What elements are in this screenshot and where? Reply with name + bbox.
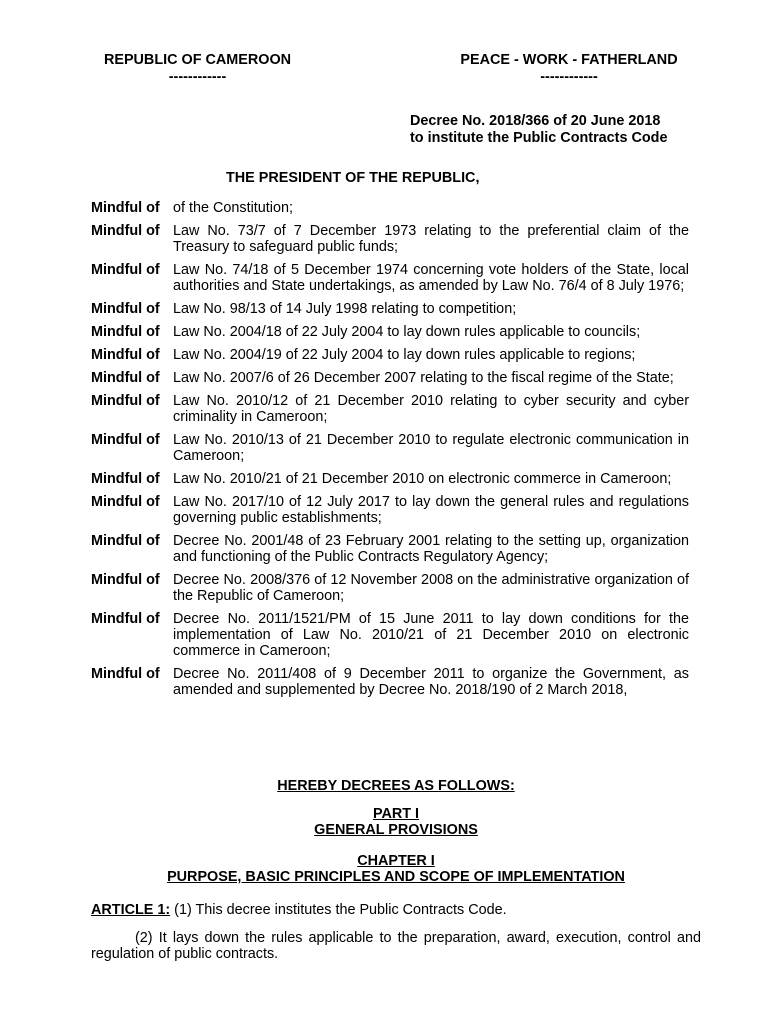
chapter-number: CHAPTER I	[357, 853, 435, 869]
consideration-label: Mindful of	[91, 347, 160, 363]
consideration-item	[91, 494, 689, 526]
consideration-item	[91, 301, 689, 317]
consideration-item	[91, 324, 689, 340]
decree-subject: to institute the Public Contracts Code	[410, 130, 668, 146]
considerations-list	[91, 200, 689, 705]
consideration-label: Mindful of	[91, 324, 160, 340]
consideration-item	[91, 666, 689, 698]
consideration-text: Decree No. 2011/1521/PM of 15 June 2011 to lay down conditions for the implementation of Law No. 2010/21 of 21 December 2010 on electronic commerce in Cameroon;	[173, 611, 689, 659]
consideration-item	[91, 432, 689, 464]
consideration-label: Mindful of	[91, 494, 160, 510]
consideration-text: Law No. 74/18 of 5 December 1974 concerning vote holders of the State, local authorities and State undertakings, as amended by Law No. 76/4 of 8 July 1976;	[173, 262, 689, 294]
consideration-item	[91, 471, 689, 487]
decree-title	[410, 113, 667, 147]
consideration-text: Law No. 2017/10 of 12 July 2017 to lay down the general rules and regulations governing public establishments;	[173, 494, 689, 526]
part-heading	[0, 806, 768, 838]
header-left-divider: ------------	[168, 69, 227, 85]
consideration-label: Mindful of	[91, 262, 160, 278]
article-paragraph-1: (1) This decree institutes the Public Contracts Code.	[170, 902, 507, 918]
consideration-item	[91, 200, 689, 216]
consideration-label: Mindful of	[91, 200, 160, 216]
consideration-item	[91, 393, 689, 425]
article-paragraph-2: (2) It lays down the rules applicable to the preparation, award, execution, control and regulation of public contracts.	[91, 930, 701, 962]
consideration-item	[91, 572, 689, 604]
header-right	[451, 52, 687, 86]
consideration-label: Mindful of	[91, 471, 160, 487]
consideration-text: Law No. 2010/12 of 21 December 2010 relating to cyber security and cyber criminality in Cameroon;	[173, 393, 689, 425]
consideration-text: Law No. 73/7 of 7 December 1973 relating to the preferential claim of the Treasury to safeguard public funds;	[173, 223, 689, 255]
consideration-item	[91, 611, 689, 659]
consideration-item	[91, 347, 689, 363]
consideration-label: Mindful of	[91, 611, 160, 627]
consideration-item	[91, 370, 689, 386]
header-right-divider: ------------	[540, 69, 598, 85]
consideration-item	[91, 533, 689, 565]
consideration-label: Mindful of	[91, 223, 160, 239]
consideration-text: Decree No. 2001/48 of 23 February 2001 relating to the setting up, organization and functioning of the Public Contracts Regulatory Agency;	[173, 533, 689, 565]
national-motto: PEACE - WORK - FATHERLAND	[460, 52, 678, 68]
consideration-text: Law No. 2004/18 of 22 July 2004 to lay down rules applicable to councils;	[173, 324, 641, 340]
decree-number: Decree No. 2018/366 of 20 June 2018	[410, 113, 661, 129]
consideration-label: Mindful of	[91, 572, 160, 588]
consideration-text: Law No. 2007/6 of 26 December 2007 relating to the fiscal regime of the State;	[173, 370, 674, 386]
consideration-label: Mindful of	[91, 666, 160, 682]
consideration-text: of the Constitution;	[173, 200, 293, 216]
consideration-text: Law No. 98/13 of 14 July 1998 relating to competition;	[173, 301, 517, 317]
consideration-label: Mindful of	[91, 393, 160, 409]
article-1	[91, 902, 701, 918]
consideration-text: Decree No. 2011/408 of 9 December 2011 to organize the Government, as amended and supplemented by Decree No. 2018/190 of 2 March 2018,	[173, 666, 689, 698]
part-number: PART I	[372, 806, 420, 822]
header-left	[97, 52, 298, 86]
article-label: ARTICLE 1:	[91, 902, 171, 918]
president-heading: THE PRESIDENT OF THE REPUBLIC,	[226, 170, 480, 186]
consideration-text: Decree No. 2008/376 of 12 November 2008 on the administrative organization of the Republic of Cameroon;	[173, 572, 689, 604]
consideration-label: Mindful of	[91, 432, 160, 448]
decrees-heading: HEREBY DECREES AS FOLLOWS:	[277, 778, 515, 794]
consideration-item	[91, 262, 689, 294]
consideration-label: Mindful of	[91, 301, 160, 317]
consideration-item	[91, 223, 689, 255]
consideration-text: Law No. 2004/19 of 22 July 2004 to lay down rules applicable to regions;	[173, 347, 636, 363]
chapter-title: PURPOSE, BASIC PRINCIPLES AND SCOPE OF IMPLEMENTATION	[167, 869, 625, 885]
consideration-text: Law No. 2010/21 of 21 December 2010 on electronic commerce in Cameroon;	[173, 471, 672, 487]
consideration-label: Mindful of	[91, 370, 160, 386]
consideration-text: Law No. 2010/13 of 21 December 2010 to regulate electronic communication in Cameroon;	[173, 432, 689, 464]
consideration-label: Mindful of	[91, 533, 160, 549]
country-name: REPUBLIC OF CAMEROON	[103, 52, 292, 68]
chapter-heading	[0, 853, 768, 885]
part-title: GENERAL PROVISIONS	[314, 822, 478, 838]
